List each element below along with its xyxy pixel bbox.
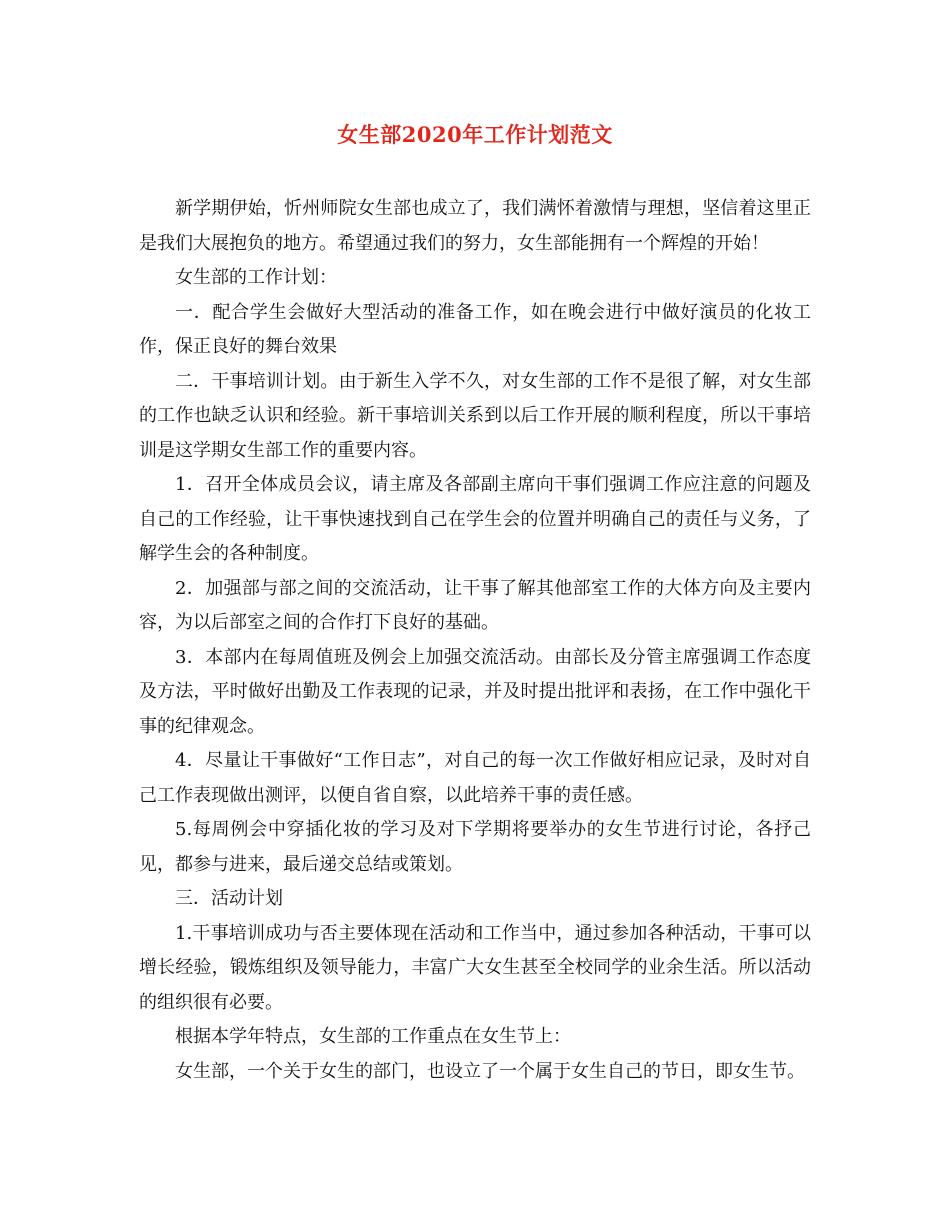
paragraph: 5.每周例会中穿插化妆的学习及对下学期将要举办的女生节进行讨论，各抒己见，都参与进来，最后递交总结或策划。 <box>139 819 811 875</box>
document-body <box>139 192 811 1089</box>
paragraph: 根据本学年特点，女生部的工作重点在女生节上： <box>175 1026 571 1047</box>
paragraph: 一．配合学生会做好大型活动的准备工作，如在晚会进行中做好演员的化妆工作，保正良好的舞台效果 <box>139 301 811 357</box>
paragraph: 二．干事培训计划。由于新生入学不久，对女生部的工作不是很了解，对女生部的工作也缺乏认识和经验。新干事培训关系到以后工作开展的顺利程度，所以干事培训是这学期女生部工作的重要内容。 <box>139 370 811 461</box>
paragraph: 女生部，一个关于女生的部门，也设立了一个属于女生自己的节日，即女生节。 <box>175 1060 805 1082</box>
paragraph: 新学期伊始，忻州师院女生部也成立了，我们满怀着激情与理想，坚信着这里正是我们大展抱负的地方。希望通过我们的努力，女生部能拥有一个辉煌的开始！ <box>139 198 811 254</box>
paragraph: 三．活动计划 <box>175 888 283 909</box>
paragraph: 4．尽量让干事做好“工作日志”，对自己的每一次工作做好相应记录，及时对自己工作表现做出测评，以便自省自察，以此培养干事的责任感。 <box>139 750 811 806</box>
paragraph: 1.干事培训成功与否主要体现在活动和工作当中，通过参加各种活动，干事可以增长经验，锻炼组织及领导能力，丰富广大女生甚至全校同学的业余生活。所以活动的组织很有必要。 <box>139 922 811 1013</box>
document-title: 女生部2020年工作计划范文 <box>337 122 613 147</box>
paragraph: 2．加强部与部之间的交流活动，让干事了解其他部室工作的大体方向及主要内容，为以后部室之间的合作打下良好的基础。 <box>139 577 811 633</box>
paragraph: 3．本部内在每周值班及例会上加强交流活动。由部长及分管主席强调工作态度及方法，平时做好出勤及工作表现的记录，并及时提出批评和表扬，在工作中强化干事的纪律观念。 <box>139 646 811 737</box>
paragraph: 女生部的工作计划： <box>175 267 337 288</box>
paragraph: 1．召开全体成员会议，请主席及各部副主席向干事们强调工作应注意的问题及自己的工作经验，让干事快速找到自己在学生会的位置并明确自己的责任与义务，了解学生会的各种制度。 <box>139 474 811 564</box>
